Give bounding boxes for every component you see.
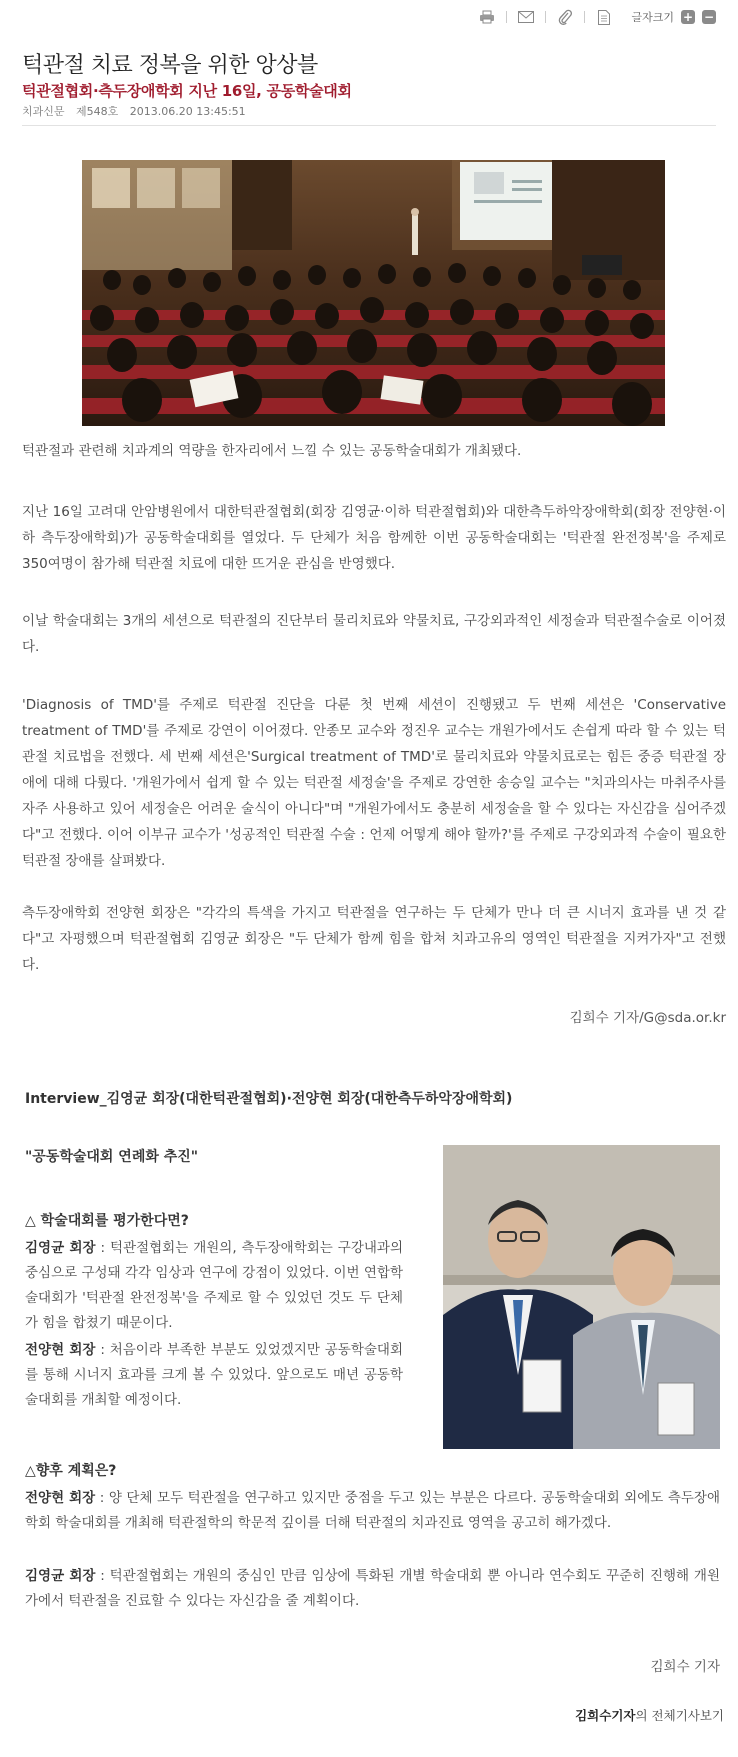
conference-photo — [82, 160, 665, 426]
interview-quote: "공동학술대회 연례화 추진" — [25, 1149, 199, 1165]
font-increase-button[interactable]: + — [682, 10, 694, 24]
article-paragraph: 이날 학술대회는 3개의 세션으로 턱관절의 진단부터 물리치료와 약물치료, 구강외과적인 세정술과 턱관절수술로 이어졌다. — [22, 613, 726, 655]
interview-question: △향후 계획은? — [25, 1463, 117, 1479]
interview-answer — [25, 1236, 403, 1336]
article-paragraph: 지난 16일 고려대 안암병원에서 대한턱관절협회(회장 김영균·이하 턱관절협회)와 대한측두하악장애학회(회장 전양현·이하 측두장애학회)가 공동학술대회를 열었다. 두 단체가 처음 함께한 이번 공동학술대회는 '턱관절 완전정복'을 주제로 350여명이 참가해 턱관절 치료에 대한 뜨거운 관심을 반영했다. — [22, 504, 726, 572]
toolbar-divider — [506, 11, 507, 23]
article-paragraph: 턱관절과 관련해 치과계의 역량을 한자리에서 느낄 수 있는 공동학술대회가 개최됐다. — [22, 443, 522, 459]
font-size-label: 글자크기 — [631, 11, 674, 24]
email-icon[interactable] — [516, 8, 536, 26]
answer-text: : 턱관절협회는 개원의, 측두장애학회는 구강내과의 중심으로 구성돼 각각 임상과 연구에 강점이 있었다. 이번 연합학술대회가 '턱관절 완전정복'을 주제로 할 수 있었던 것도 두 단체가 힘을 합쳤기 때문이다. — [25, 1240, 403, 1331]
article-byline: 김희수 기자/G@sda.or.kr — [569, 1010, 726, 1026]
interview-answer — [25, 1564, 720, 1614]
toolbar-divider — [584, 11, 585, 23]
toolbar-divider — [545, 11, 546, 23]
speaker-name: 전양현 회장 — [25, 1342, 96, 1358]
article-source: 치과신문 — [22, 105, 65, 118]
speaker-name: 전양현 회장 — [25, 1490, 96, 1506]
interview-photo — [443, 1145, 720, 1449]
interview-byline: 김희수 기자 — [650, 1659, 720, 1675]
answer-text: : 양 단체 모두 턱관절을 연구하고 있지만 중점을 두고 있는 부분은 다르다. 공동학술대회 외에도 측두장애학회 학술대회를 개최해 턱관절학의 학문적 깊이를 더해 턱관절의 치과진료 영역을 공고히 해가겠다. — [25, 1490, 720, 1531]
article-title: 턱관절 치료 정복을 위한 앙상블 — [22, 53, 318, 78]
print-icon[interactable] — [477, 8, 497, 26]
attach-icon[interactable] — [555, 8, 575, 26]
author-name: 김희수기자 — [575, 1708, 636, 1723]
interview-heading: Interview_김영균 회장(대한턱관절협회)·전양현 회장(대한측두하악장애학회) — [25, 1091, 513, 1107]
article-toolbar — [477, 6, 716, 28]
author-link-suffix: 의 전체기사보기 — [635, 1708, 724, 1723]
document-icon[interactable] — [594, 8, 614, 26]
interview-answer — [25, 1486, 720, 1536]
article-datetime: 2013.06.20 13:45:51 — [129, 105, 246, 118]
author-articles-link[interactable] — [575, 1706, 724, 1724]
interview-question: △ 학술대회를 평가한다면? — [25, 1213, 189, 1229]
speaker-name: 김영균 회장 — [25, 1568, 96, 1584]
interview-answer — [25, 1338, 403, 1413]
article-issue: 제548호 — [76, 105, 119, 118]
article-subtitle: 턱관절협회·측두장애학회 지난 16일, 공동학술대회 — [22, 82, 352, 100]
article-paragraph: 측두장애학회 전양현 회장은 "각각의 특색을 가지고 턱관절을 연구하는 두 단체가 만나 더 큰 시너지 효과를 낸 것 같다"고 자평했으며 턱관절협회 김영균 회장은 "두 단체가 함께 힘을 합쳐 치과고유의 영역인 턱관절을 지켜가자"고 전했다. — [22, 905, 726, 973]
speaker-name: 김영균 회장 — [25, 1240, 96, 1256]
article-meta — [22, 103, 254, 119]
article-paragraph: 'Diagnosis of TMD'를 주제로 턱관절 진단을 다룬 첫 번째 세션이 진행됐고 두 번째 세션은 'Conservative treatment of TMD'를 주제로 강연이 이어졌다. 안종모 교수와 정진우 교수는 개원가에서도 손쉽게 따라 할 수 있는 턱관절 치료법을 전했다. 세 번째 세션은'Surgical treatment of TMD'로 물리치료와 약물치료로는 힘든 중증 턱관절 장애에 대해 다뤘다. '개원가에서 쉽게 할 수 있는 턱관절 세정술'을 주제로 강연한 송승일 교수는 "치과의사는 마취주사를 자주 사용하고 있어 세정술은 어려운 술식이 아니다"며 "개원가에서도 충분히 세정술을 할 수 있다는 자신감을 심어주겠다"고 전했다. 이어 이부규 교수가 '성공적인 턱관절 수술 : 언제 어떻게 해야 할까?'를 주제로 구강외과적 수술이 필요한 턱관절 장애를 살펴봤다. — [22, 697, 726, 869]
answer-text: : 턱관절협회는 개원의 중심인 만큼 임상에 특화된 개별 학술대회 뿐 아니라 연수회도 꾸준히 진행해 개원가에서 턱관절을 진료할 수 있다는 자신감을 줄 계획이다. — [25, 1568, 721, 1609]
answer-text: : 처음이라 부족한 부분도 있었겠지만 공동학술대회를 통해 시너지 효과를 크게 볼 수 있었다. 앞으로도 매년 공동학술대회를 개최할 예정이다. — [25, 1342, 403, 1408]
header-divider — [22, 125, 716, 126]
font-decrease-button[interactable]: − — [703, 10, 715, 24]
